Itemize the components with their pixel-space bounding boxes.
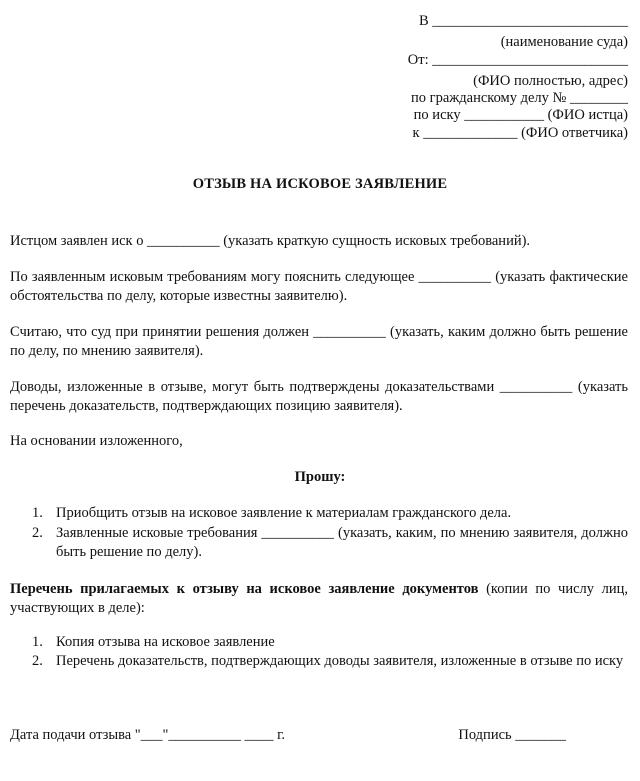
paragraph-basis: На основании изложенного, bbox=[10, 433, 183, 449]
header-case-line: по гражданскому делу № ________ bbox=[410, 90, 628, 106]
request-heading: Прошу: bbox=[294, 469, 346, 485]
footer-signature: Подпись _______ bbox=[458, 727, 566, 743]
header-defendant-line: к _____________ (ФИО ответчика) bbox=[412, 125, 628, 141]
paragraph-claim: Истцом заявлен иск о __________ (указать краткую сущность исковых требований). bbox=[10, 233, 531, 249]
header-from-line: От: ___________________________ bbox=[407, 52, 628, 68]
paragraph-evidence: Доводы, изложенные в отзыве, могут быть подтверждены доказательствами __________ (указать перечень доказательств, подтверждающих позицию заявителя). bbox=[10, 379, 628, 414]
footer-date: Дата подачи отзыва "___"__________ ____ г. bbox=[10, 727, 286, 743]
header-plaintiff-line: по иску ___________ (ФИО истца) bbox=[413, 107, 628, 123]
paragraph-explanation: По заявленным исковым требованиям могу пояснить следующее __________ (указать фактические обстоятельства по делу, которые известны заявителю). bbox=[10, 269, 628, 304]
list-item-number: 1. bbox=[32, 505, 43, 521]
attachments-heading bbox=[10, 580, 628, 618]
attachments-heading-bold: Перечень прилагаемых к отзыву на исковое заявление документов bbox=[10, 581, 479, 597]
list-item-number: 2. bbox=[32, 525, 43, 541]
list-item-text: Копия отзыва на исковое заявление bbox=[56, 634, 275, 650]
list-item-text: Перечень доказательств, подтверждающих доводы заявителя, изложенные в отзыве по иску bbox=[56, 653, 624, 669]
attachments-heading-normal: (копии по числу лиц, участвующих в деле): bbox=[10, 581, 629, 616]
paragraph-decision: Считаю, что суд при принятии решения должен __________ (указать, каким должно быть решение по делу, по мнению заявителя). bbox=[10, 324, 628, 359]
header-court-caption: (наименование суда) bbox=[500, 34, 628, 50]
list-item-text: Приобщить отзыв на исковое заявление к материалам гражданского дела. bbox=[56, 505, 512, 521]
list-item-number: 2. bbox=[32, 653, 43, 669]
list-item-number: 1. bbox=[32, 634, 43, 650]
document-title: ОТЗЫВ НА ИСКОВОЕ ЗАЯВЛЕНИЕ bbox=[192, 176, 448, 192]
list-item-text: Заявленные исковые требования __________ (указать, каким, по мнению заявителя, должно быть решение по делу). bbox=[56, 525, 628, 560]
header-court-line: В ___________________________ bbox=[418, 13, 628, 29]
header-from-caption: (ФИО полностью, адрес) bbox=[473, 73, 628, 89]
